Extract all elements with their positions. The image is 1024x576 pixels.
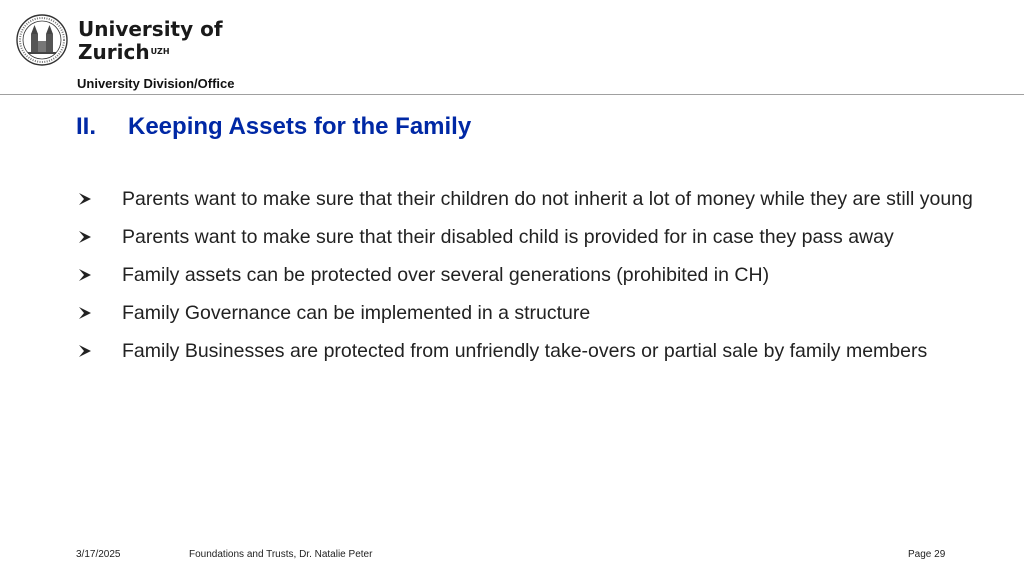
bullet-text: Parents want to make sure that their children do not inherit a lot of money while they are still young xyxy=(122,188,973,210)
footer-date: 3/17/2025 xyxy=(76,549,121,560)
wordmark-line2 xyxy=(78,41,223,64)
bullet-item xyxy=(76,224,976,250)
bullet-text: Family assets can be protected over several generations (prohibited in CH) xyxy=(122,264,770,286)
bullet-item xyxy=(76,338,976,364)
bullet-text: Parents want to make sure that their disabled child is provided for in case they pass away xyxy=(122,226,894,248)
arrowhead-bullet-icon xyxy=(78,344,92,358)
bullet-item xyxy=(76,186,976,212)
bullet-text: Family Governance can be implemented in a structure xyxy=(122,302,591,324)
footer-presentation-title: Foundations and Trusts, Dr. Natalie Peter xyxy=(189,549,373,560)
arrowhead-bullet-icon xyxy=(78,306,92,320)
wordmark-zurich: Zurich xyxy=(78,40,150,64)
bullet-text: Family Businesses are protected from unfriendly take-overs or partial sale by family members xyxy=(122,340,928,362)
header-divider xyxy=(0,94,1024,95)
division-label: University Division/Office xyxy=(77,76,235,91)
arrowhead-bullet-icon xyxy=(78,268,92,282)
wordmark-uzh: UZH xyxy=(150,47,170,56)
bullet-item xyxy=(76,300,976,326)
bullet-item xyxy=(76,262,976,288)
wordmark-line1: University of xyxy=(78,17,223,41)
arrowhead-bullet-icon xyxy=(78,230,92,244)
slide-title: Keeping Assets for the Family xyxy=(128,113,472,140)
footer-page-number: Page 29 xyxy=(908,549,946,560)
arrowhead-bullet-icon xyxy=(78,192,92,206)
bullet-list xyxy=(76,186,976,376)
section-number: II. xyxy=(76,113,97,140)
university-seal-logo xyxy=(16,14,68,66)
university-wordmark xyxy=(78,18,223,64)
